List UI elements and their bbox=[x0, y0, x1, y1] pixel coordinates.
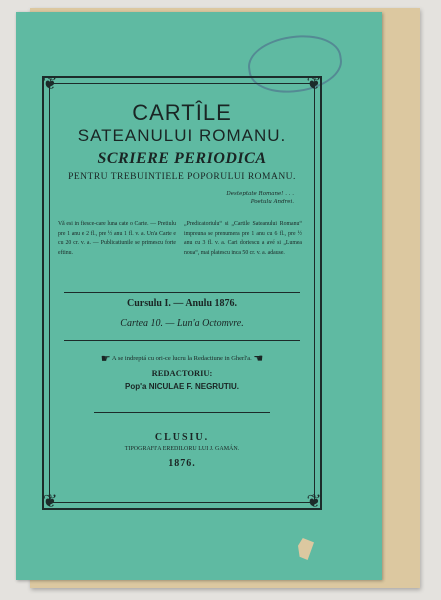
imprint-printer: TIPOGRAFI'A EREDILORU LUI J. GAMÁN. bbox=[124, 446, 240, 452]
title-line-1: CARTÎLE bbox=[132, 100, 232, 125]
issue-number: Cartea 10. — Lun'a Octomvre. bbox=[120, 318, 244, 329]
motto-author: Poetulu Andrei. bbox=[250, 199, 294, 205]
subscription-info-right: „Predicatoriulu“ si „Cartile Sateanului Romanu“ impreuna se prenumera pre 1 anu cu 6 fl., pre ½ anu cu 3 fl. v. a. Cari doriescu a avé si „Lumea noua“, mai platescu inca 50 cr. v. a. adause. bbox=[184, 221, 302, 256]
ornament-icon: ❦ bbox=[306, 73, 322, 94]
ornament-icon: ❦ bbox=[42, 73, 58, 94]
cover-content bbox=[44, 78, 320, 508]
subscription-info-left: Vă esi in fiesce-care luna cate o Carte. — Pretiulu pre 1 anu e 2 fl., pre ½ anu 1 fl. v. a. Un'a Carte e cu 20 cr. v. a. — Publicatiunile se primescu forte eftinu. bbox=[58, 221, 176, 256]
imprint-year: 1876. bbox=[168, 458, 196, 469]
course-year: Cursulu I. — Anulu 1876. bbox=[126, 298, 238, 309]
booklet-cover bbox=[16, 12, 382, 580]
imprint-city: CLUSIU. bbox=[154, 432, 210, 443]
subtitle: SCRIERE PERIODICA bbox=[97, 150, 267, 167]
divider bbox=[64, 292, 300, 293]
motto-text: Desteptate Romane! . . . bbox=[226, 191, 294, 197]
divider bbox=[64, 340, 300, 341]
motto bbox=[226, 190, 294, 206]
divider bbox=[94, 412, 270, 413]
torn-corner bbox=[298, 538, 314, 560]
title-line-2: SATEANULUI ROMANU. bbox=[77, 126, 287, 145]
ornamental-frame bbox=[42, 73, 322, 512]
pointing-hand-left-icon: ☚ bbox=[253, 352, 264, 365]
address-line bbox=[58, 352, 306, 365]
address-text: A se indreptá cu ori-ce lucru la Redactiune in Gherl'a. bbox=[111, 354, 252, 362]
editor-name: Pop'a NICULAE F. NEGRUTIU. bbox=[125, 382, 239, 391]
editor-label: REDACTORIU: bbox=[151, 368, 213, 378]
subtitle-line-2: PENTRU TREBUINTIELE POPORULUI ROMANU. bbox=[68, 172, 296, 182]
ornament-icon: ❦ bbox=[42, 491, 58, 512]
pointing-hand-right-icon: ☛ bbox=[100, 352, 111, 365]
ornament-icon: ❦ bbox=[306, 491, 322, 512]
